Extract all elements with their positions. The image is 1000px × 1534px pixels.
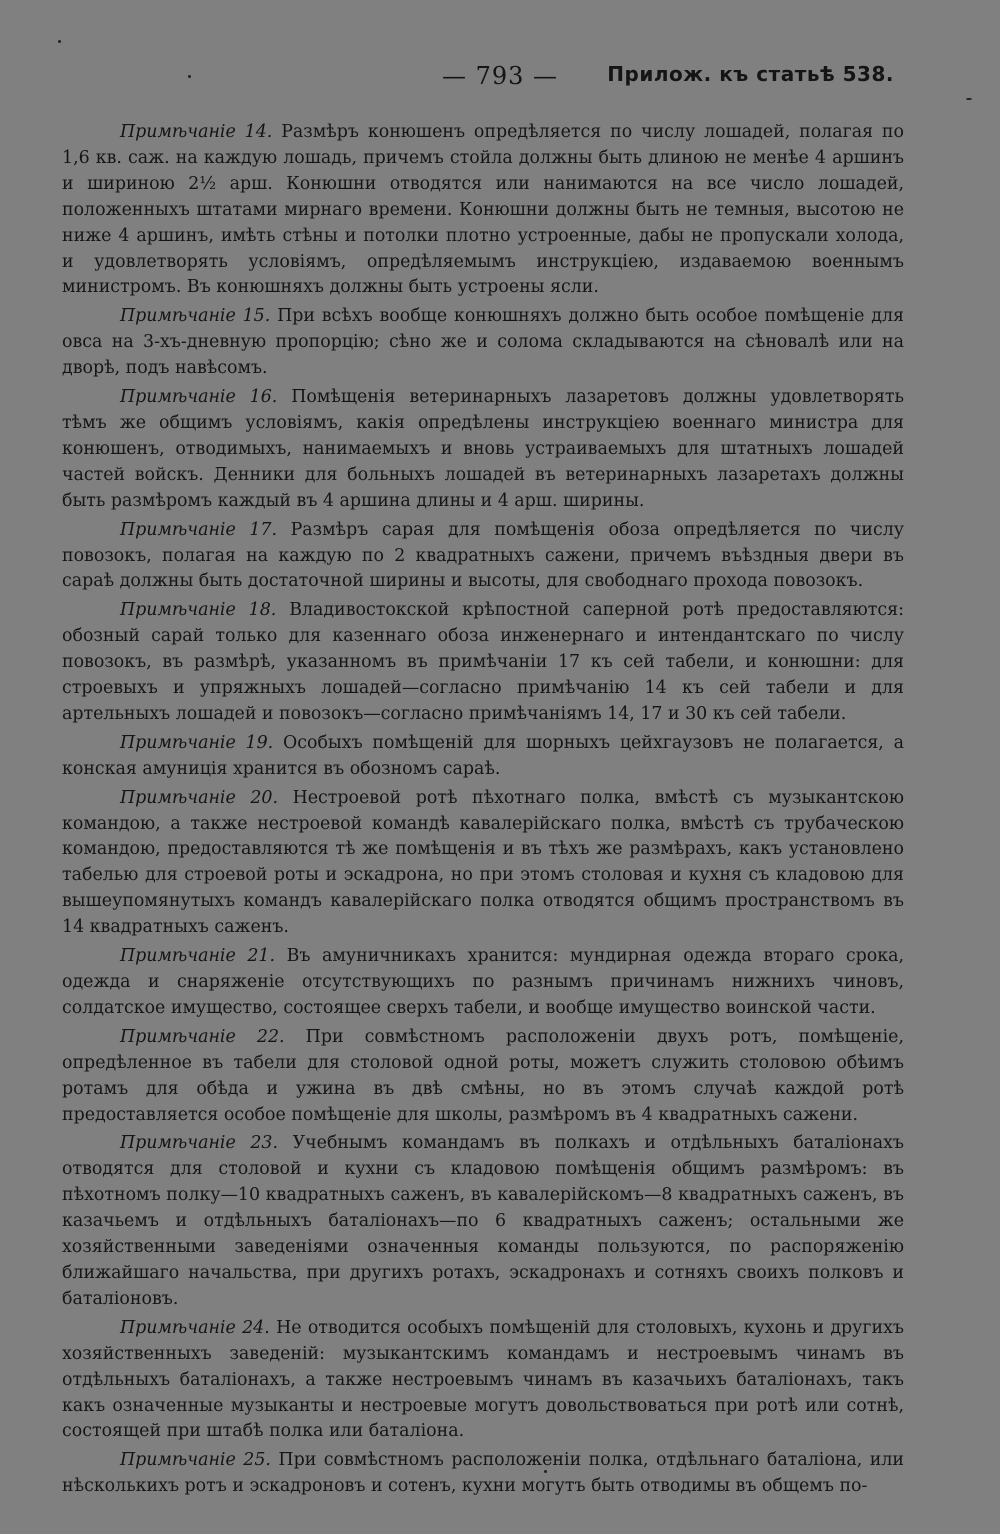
scan-speck: [966, 98, 972, 100]
running-head: Прилож. къ статьѣ 538.: [607, 62, 894, 86]
note-text: Размѣръ сарая для помѣщенія обоза опредѣляется по числу повозокъ, полагая на каждую по 2 квадратныхъ сажени, причемъ въѣздныя двери въ сараѣ должны быть достаточной ширины и высоты, для свободнаго прохода повозокъ.: [62, 519, 904, 592]
note-text: Не отводится особыхъ помѣщеній для столовыхъ, кухонь и другихъ хозяйственныхъ заведеній: музыкантскимъ командамъ и нестроевымъ чинамъ въ отдѣльныхъ баталіонахъ, а также нестроевымъ чинамъ въ казачьихъ баталіонахъ, такъ какъ означенные музыканты и нестроевые могутъ довольствоваться при ротѣ или сотнѣ, состоящей при штабѣ полка или баталіона.: [62, 1317, 904, 1442]
note-label: Примѣчаніе 24.: [120, 1317, 270, 1338]
note-25: [62, 1448, 904, 1500]
note-16: [62, 385, 904, 515]
note-text: При совмѣстномъ расположеніи двухъ ротъ, помѣщеніе, опредѣленное въ табели для столовой одной роты, можетъ служить столовою обѣимъ ротамъ для обѣда и ужина въ двѣ смѣны, но въ этомъ случаѣ каждой ротѣ предоставляется особое помѣщеніе для школы, размѣромъ въ 4 квадратныхъ сажени.: [62, 1026, 904, 1125]
note-text: Въ амуничникахъ хранится: мундирная одежда втораго срока, одежда и снаряженіе отсутствующихъ по разнымъ причинамъ нижнихъ чиновъ, солдатское имущество, состоящее сверхъ табели, и вообще имущество воинской части.: [62, 946, 904, 1018]
note-label: Примѣчаніе 15.: [120, 306, 271, 327]
note-label: Примѣчаніе 14.: [120, 122, 273, 142]
note-17: [62, 518, 904, 596]
note-23: [62, 1131, 904, 1312]
note-20: [62, 786, 904, 941]
note-text: Помѣщенія ветеринарныхъ лазаретовъ должны удовлетворять тѣмъ же общимъ условіямъ, какія опредѣлены инструкціею военнаго министра для конюшенъ, отводимыхъ, нанимаемыхъ и вновь устраиваемыхъ для штатныхъ лошадей частей войскъ. Денники для больныхъ лошадей въ ветеринарныхъ лазаретахъ должны быть размѣромъ каждый въ 4 аршина длины и 4 арш. ширины.: [62, 387, 904, 511]
note-text: Особыхъ помѣщеній для шорныхъ цейхгаузовъ не полагается, а конская амуниція хранится въ обозномъ сараѣ.: [62, 732, 904, 779]
note-label: Примѣчаніе 20.: [120, 787, 278, 808]
note-text: Нестроевой ротѣ пѣхотнаго полка, вмѣстѣ съ музыкантскою командою, а также нестроевой командѣ кавалерійскаго полка, вмѣстѣ съ трубаческою командою, предоставляются тѣ же помѣщенія и въ тѣхъ же размѣрахъ, какъ установлено табелью для строевой роты и эскадрона, но при этомъ столовая и кухня съ кладовою для вышеупомянутыхъ командъ кавалерійскаго полка отводятся общимъ пространствомъ въ 14 квадратныхъ саженъ.: [62, 787, 904, 938]
note-19: [62, 731, 904, 783]
note-label: Примѣчаніе 23.: [120, 1133, 279, 1154]
scan-speck: [544, 1470, 547, 1473]
note-label: Примѣчаніе 16.: [120, 387, 278, 408]
scan-speck: [188, 75, 191, 78]
note-text: Размѣръ конюшенъ опредѣляется по числу лошадей, полагая по 1,6 кв. саж. на каждую лошадь, причемъ стойла должны быть длиною не менѣе 4 аршинъ и шириною 2½ арш. Конюшни отводятся или нанимаются на все число лошадей, положенныхъ штатами мирнаго времени. Конюшни должны быть не темныя, высотою не ниже 4 аршинъ, имѣть стѣны и потолки плотно устроенные, дабы не пропускали холода, и удовлетворять условіямъ, опредѣляемымъ инструкціею, издаваемою военнымъ министромъ. Въ конюшняхъ должны быть устроены ясли.: [62, 122, 904, 298]
note-label: Примѣчаніе 22.: [120, 1026, 285, 1047]
note-15: [62, 304, 904, 382]
page-number: — 793 —: [441, 62, 559, 90]
note-text: Учебнымъ командамъ въ полкахъ и отдѣльныхъ баталіонахъ отводятся для столовой и кухни съ кладовою помѣщенія общимъ размѣромъ: въ пѣхотномъ полку—10 квадратныхъ саженъ, въ кавалерійскомъ—8 квадратныхъ саженъ, въ казачьемъ и отдѣльныхъ баталіонахъ—по 6 квадратныхъ саженъ; остальными же хозяйственными заведеніями означенныя команды пользуются, по распоряженію ближайшаго начальства, при другихъ ротахъ, эскадронахъ и сотняхъ своихъ полковъ и баталіоновъ.: [62, 1133, 904, 1309]
note-label: Примѣчаніе 21.: [120, 946, 275, 967]
note-text: Владивостокской крѣпостной саперной ротѣ предоставляются: обозный сарай только для казеннаго обоза инженернаго и интендантскаго по числу повозокъ, въ размѣрѣ, указанномъ въ примѣчаніи 17 къ сей табели, и конюшни: для строевыхъ и упряжныхъ лошадей—согласно примѣчанію 14 къ сей табели и для артельныхъ лошадей и повозокъ—согласно примѣчаніямъ 14, 17 и 30 къ сей табели.: [62, 600, 904, 724]
note-label: Примѣчаніе 18.: [120, 600, 277, 621]
scan-speck: [58, 40, 61, 43]
note-18: [62, 598, 904, 728]
note-text: При совмѣстномъ расположеніи полка, отдѣльнаго баталіона, или нѣсколькихъ ротъ и эскадроновъ и сотенъ, кухни могутъ быть отводимы въ общемъ по-: [62, 1450, 904, 1497]
body-text: [62, 120, 904, 1503]
note-label: Примѣчаніе 17.: [120, 519, 277, 540]
note-22: [62, 1025, 904, 1129]
note-24: [62, 1316, 904, 1446]
note-21: [62, 944, 904, 1022]
note-label: Примѣчаніе 25.: [120, 1450, 271, 1471]
note-14: [62, 120, 904, 301]
note-text: При всѣхъ вообще конюшняхъ должно быть особое помѣщеніе для овса на 3-хъ-дневную пропорцію; сѣно же и солома складываются на сѣновалѣ или на дворѣ, подъ навѣсомъ.: [62, 306, 904, 379]
note-label: Примѣчаніе 19.: [120, 732, 274, 753]
